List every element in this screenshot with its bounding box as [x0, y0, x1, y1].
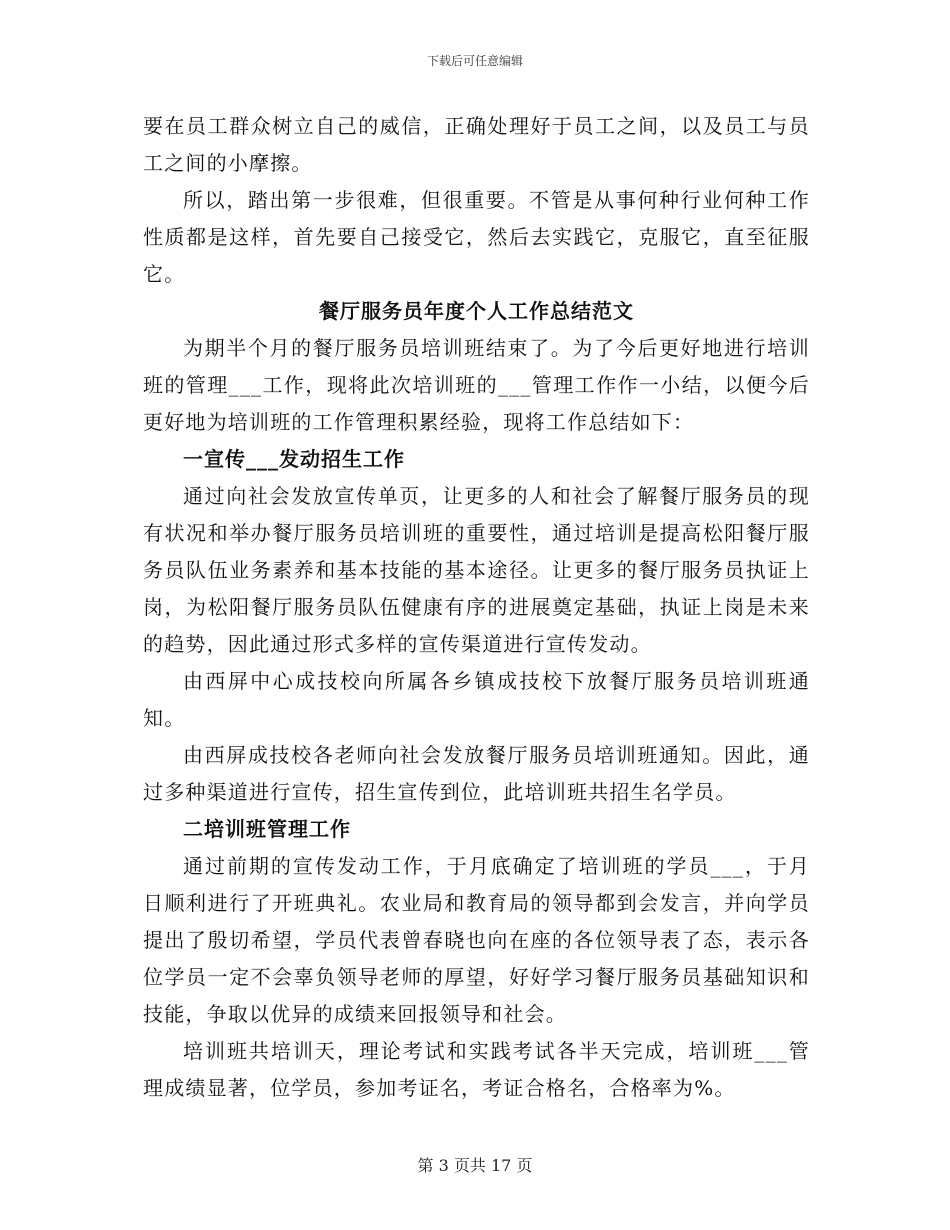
paragraph: 所以，踏出第一步很难，但很重要。不管是从事何种行业何种工作性质都是这样，首先要自己接受它，然后去实践它，克服它，直至征服它。	[143, 188, 810, 286]
page-footer: 第 3 页共 17 页	[417, 1156, 533, 1175]
paragraph-intro: 为期半个月的餐厅服务员培训班结束了。为了今后更好地进行培训班的管理___工作，现将此次培训班的___管理工作作一小结，以便今后更好地为培训班的工作管理积累经验，现将工作总结如下：	[143, 336, 810, 434]
paragraph-continued: 要在员工群众树立自己的威信，正确处理好于员工之间，以及员工与员工之间的小摩擦。	[143, 114, 810, 175]
paragraph: 由西屏成技校各老师向社会发放餐厅服务员培训班通知。因此，通过多种渠道进行宣传，招生宣传到位，此培训班共招生名学员。	[143, 743, 810, 804]
document-title: 餐厅服务员年度个人工作总结范文	[319, 299, 634, 323]
paragraph: 通过前期的宣传发动工作，于月底确定了培训班的学员___，于月日顺利进行了开班典礼。农业局和教育局的领导都到会发言，并向学员提出了殷切希望，学员代表曾春晓也向在座的各位领导表了态，表示各位学员一定不会辜负领导老师的厚望，好好学习餐厅服务员基础知识和技能，争取以优异的成绩来回报领导和社会。	[143, 854, 810, 1026]
paragraph: 通过向社会发放宣传单页，让更多的人和社会了解餐厅服务员的现有状况和举办餐厅服务员培训班的重要性，通过培训是提高松阳餐厅服务员队伍业务素养和基本技能的基本途径。让更多的餐厅服务员执证上岗，为松阳餐厅服务员队伍健康有序的进展奠定基础，执证上岗是未来的趋势，因此通过形式多样的宣传渠道进行宣传发动。	[143, 484, 810, 656]
document-body	[143, 108, 810, 1107]
section-heading-2: 二培训班管理工作	[183, 817, 351, 841]
page-header: 下载后可任意编辑	[426, 54, 523, 68]
section-heading-1: 一宣传___发动招生工作	[183, 447, 405, 471]
paragraph: 培训班共培训天，理论考试和实践考试各半天完成，培训班___管理成绩显著，位学员，参加考证名，考证合格名，合格率为%。	[143, 1039, 810, 1100]
paragraph: 由西屏中心成技校向所属各乡镇成技校下放餐厅服务员培训班通知。	[143, 669, 810, 730]
